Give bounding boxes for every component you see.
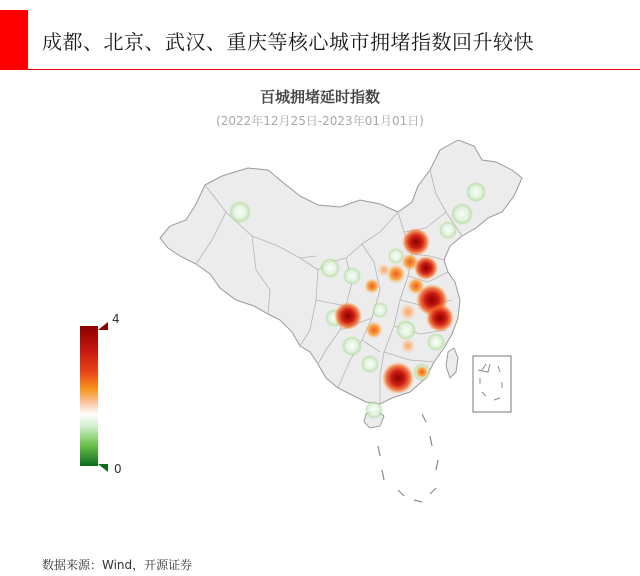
legend-max-label: 4: [112, 312, 120, 326]
china-mainland-outline: [160, 140, 522, 404]
legend-min-marker: [98, 464, 108, 472]
heat-legend: [80, 318, 100, 468]
data-source: 数据来源：Wind，开源证券: [42, 558, 193, 572]
legend-max-marker: [98, 322, 108, 330]
map-subtitle: (2022年12月25日-2023年01月01日): [216, 114, 424, 128]
map-title: 百城拥堵延时指数: [259, 88, 380, 106]
legend-gradient-bar: [80, 326, 98, 466]
legend-min-label: 0: [114, 462, 122, 476]
page-title: 成都、北京、武汉、重庆等核心城市拥堵指数回升较快: [42, 30, 534, 54]
taiwan-island: [446, 348, 458, 378]
south-china-sea-inset: [473, 356, 511, 412]
south-china-sea-dashes: [378, 414, 438, 502]
